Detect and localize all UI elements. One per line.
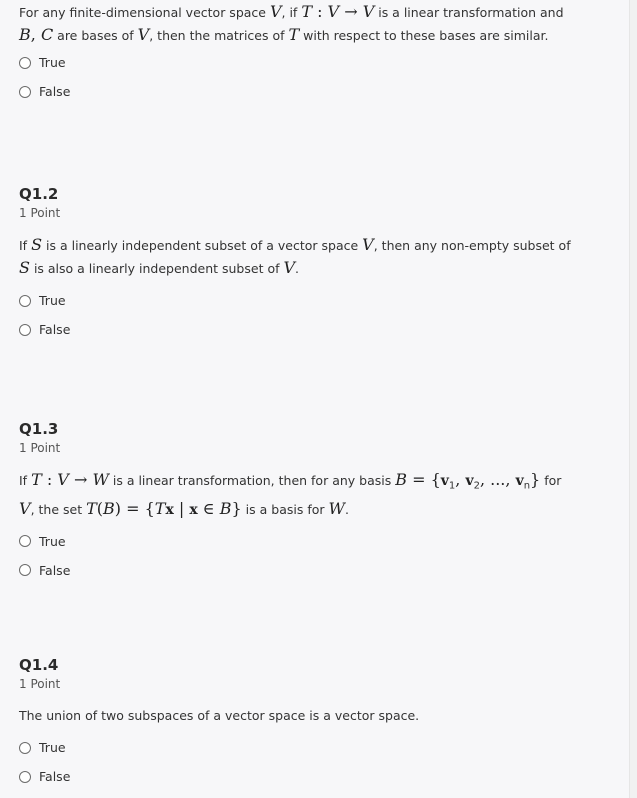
prompt-text: The union of two subspaces of a vector space is a vector space.: [19, 708, 420, 723]
math-symbol: →: [339, 2, 363, 21]
radio-button[interactable]: [19, 324, 31, 336]
prompt-text: is a linear transformation, then for any basis: [108, 473, 396, 488]
vertical-scrollbar[interactable]: [629, 0, 637, 798]
math-symbol: = {: [406, 470, 441, 489]
math-symbol: →: [68, 470, 93, 489]
math-symbol: ∈: [197, 498, 220, 518]
question-points: 1 Point: [19, 206, 61, 220]
math-symbol: S: [19, 258, 30, 277]
math-symbol: B: [19, 25, 31, 44]
question-1: [19, 1, 584, 106]
radio-button[interactable]: [19, 771, 31, 783]
answer-options: [19, 527, 584, 585]
math-symbol: v: [465, 473, 474, 489]
prompt-text: are bases of: [53, 28, 138, 43]
question-title: Q1.4: [19, 656, 59, 674]
math-symbol: B: [219, 498, 232, 518]
option-false[interactable]: [19, 77, 584, 106]
option-label: True: [39, 533, 66, 549]
math-symbol: T: [86, 498, 97, 518]
answer-options: [19, 48, 584, 106]
radio-button[interactable]: [19, 742, 31, 754]
option-false[interactable]: [19, 315, 584, 344]
prompt-text: for: [540, 473, 562, 488]
radio-button[interactable]: [19, 295, 31, 307]
math-symbol: V: [283, 258, 296, 277]
question-title: Q1.3: [19, 420, 59, 438]
option-true[interactable]: [19, 527, 584, 556]
question-2: [19, 185, 584, 344]
math-symbol: T: [154, 498, 166, 518]
prompt-text: , the set: [30, 501, 87, 517]
math-symbol: W: [328, 498, 345, 518]
math-symbol: S: [31, 235, 43, 254]
option-true[interactable]: [19, 733, 584, 762]
math-symbol: :: [311, 2, 328, 21]
radio-button[interactable]: [19, 86, 31, 98]
option-label: True: [39, 740, 66, 755]
math-symbol: B: [103, 498, 115, 518]
math-symbol: V: [362, 2, 375, 21]
math-symbol: }: [231, 498, 242, 518]
answer-options: [19, 286, 584, 344]
option-label: False: [39, 322, 71, 337]
math-symbol: V: [19, 498, 31, 518]
math-symbol: v: [515, 473, 524, 489]
math-symbol: B: [395, 470, 407, 489]
option-label: True: [39, 293, 66, 308]
answer-options: [19, 733, 584, 791]
option-false[interactable]: [19, 556, 584, 585]
math-symbol: ,: [30, 25, 41, 44]
option-true[interactable]: [19, 286, 584, 315]
math-symbol: V: [327, 2, 340, 21]
question-prompt: [19, 1, 584, 47]
math-symbol: W: [92, 470, 109, 489]
prompt-text: is also a linearly independent subset of: [29, 261, 284, 276]
math-symbol: T: [31, 470, 42, 489]
option-false[interactable]: [19, 762, 584, 791]
math-subscript: n: [523, 480, 531, 492]
question-title: Q1.2: [19, 185, 59, 203]
option-label: False: [39, 84, 71, 99]
radio-button[interactable]: [19, 564, 31, 576]
math-symbol: C: [40, 25, 54, 44]
math-symbol: |: [173, 498, 190, 518]
prompt-text: , then the matrices of: [149, 28, 289, 43]
option-true[interactable]: [19, 48, 584, 77]
question-points: 1 Point: [19, 677, 61, 691]
math-symbol: T: [288, 25, 300, 44]
question-3: [19, 420, 584, 585]
question-points: 1 Point: [19, 441, 61, 455]
math-symbol: V: [137, 25, 150, 44]
math-symbol: x: [189, 501, 198, 518]
option-label: True: [39, 55, 66, 70]
prompt-text: is a linearly independent subset of a vector space: [42, 238, 363, 253]
math-symbol: V: [57, 470, 69, 489]
math-symbol: }: [530, 470, 541, 489]
prompt-text: If: [19, 238, 32, 253]
math-symbol: (: [96, 498, 103, 518]
prompt-text: , then any non-empty subset of: [373, 238, 571, 253]
question-prompt: [19, 234, 584, 280]
math-symbol: V: [362, 235, 374, 254]
prompt-text: .: [295, 261, 300, 276]
math-symbol: , ...,: [479, 470, 516, 489]
math-subscript: 1: [448, 480, 456, 492]
question-4: [19, 656, 584, 791]
question-prompt: [19, 705, 584, 727]
prompt-text: is a basis for: [241, 501, 329, 517]
math-symbol: T: [301, 2, 312, 21]
math-symbol: x: [165, 501, 174, 518]
prompt-text: .: [344, 501, 349, 517]
option-label: False: [39, 562, 71, 578]
math-symbol: ,: [455, 470, 466, 489]
math-symbol: v: [440, 473, 449, 489]
prompt-text: is a linear transformation and: [374, 5, 564, 20]
option-label: False: [39, 769, 71, 784]
radio-button[interactable]: [19, 57, 31, 69]
prompt-text: with respect to these bases are similar.: [299, 28, 549, 43]
math-symbol: V: [269, 2, 282, 21]
radio-button[interactable]: [19, 535, 31, 547]
math-symbol: ) = {: [114, 498, 155, 518]
prompt-text: If: [19, 473, 32, 488]
question-prompt: [19, 469, 584, 521]
math-symbol: :: [41, 470, 58, 489]
math-subscript: 2: [473, 480, 480, 492]
prompt-text: , if: [281, 5, 302, 20]
prompt-text: For any finite-dimensional vector space: [19, 5, 270, 20]
